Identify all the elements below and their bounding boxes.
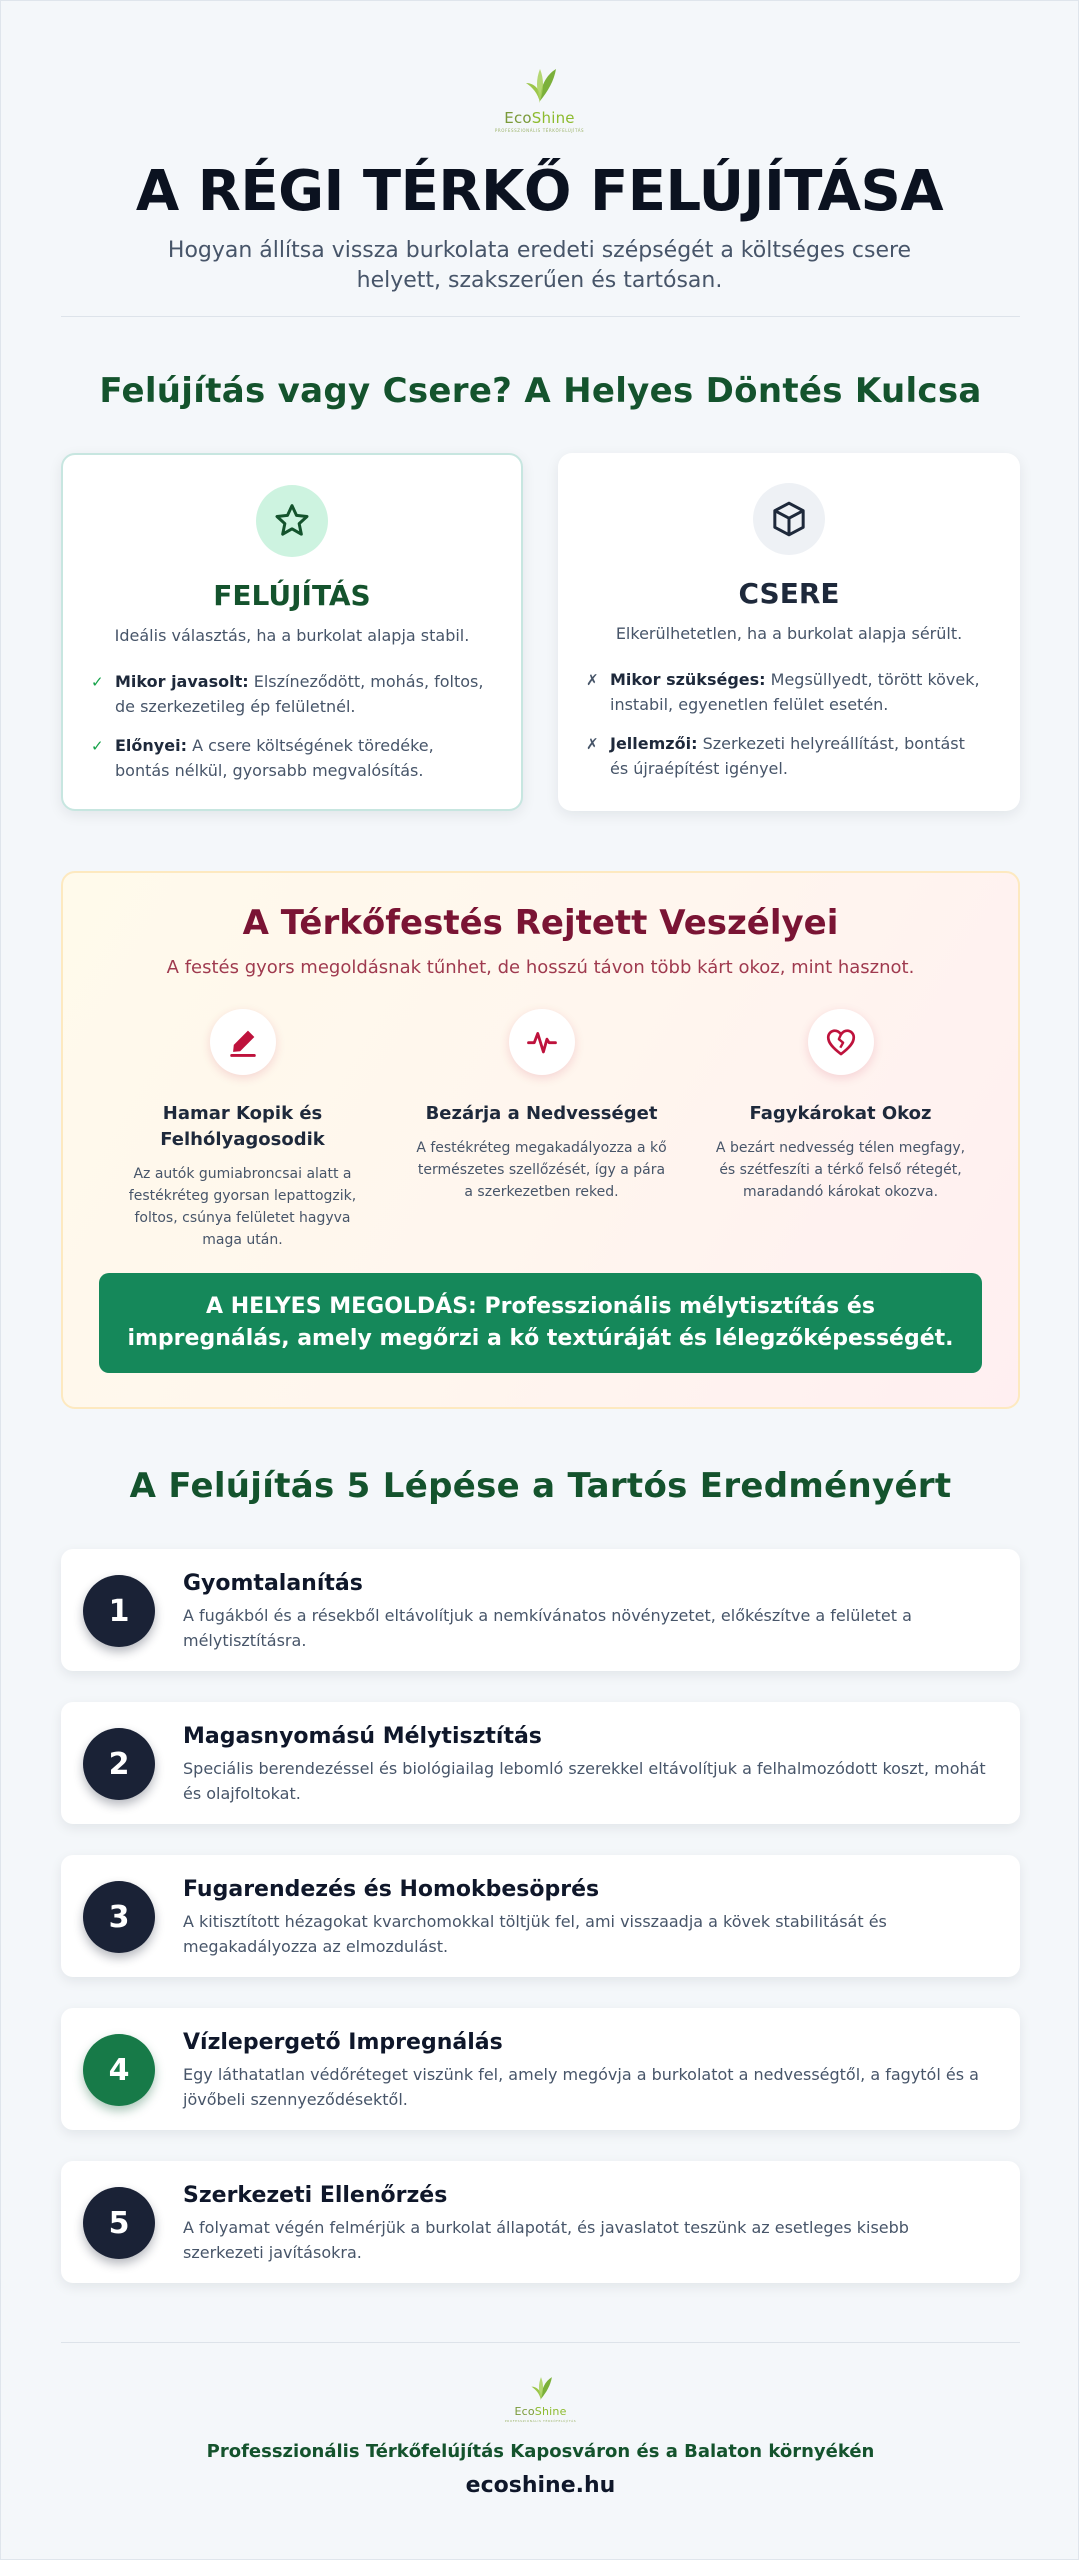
danger-item-title: Fagykárokat Okoz bbox=[749, 1103, 932, 1124]
page-subtitle: Hogyan állítsa vissza burkolata eredeti szépségét a költséges csere helyett, szakszerűen és tartósan. bbox=[167, 238, 912, 293]
step-title: Fugarendezés és Homokbesöprés bbox=[183, 1877, 600, 1902]
danger-subtitle: A festés gyors megoldásnak tűnhet, de hosszú távon több kárt okoz, mint hasznot. bbox=[166, 957, 915, 978]
replacement-icon-badge bbox=[753, 483, 825, 555]
danger-item bbox=[392, 1009, 691, 1251]
cross-icon: ✗ bbox=[586, 735, 599, 753]
danger-item-title: Bezárja a Nedvességet bbox=[425, 1103, 658, 1124]
cross-icon: ✗ bbox=[586, 671, 599, 689]
danger-title: A Térkőfestés Rejtett Veszélyei bbox=[242, 903, 839, 943]
broken-heart-icon bbox=[824, 1025, 858, 1059]
danger-item-text: A festékréteg megakadályozza a kő természetes szellőzését, így a pára a szerkezetben reked. bbox=[416, 1140, 667, 1200]
danger-item-title: Hamar Kopik és Felhólyagosodik bbox=[160, 1103, 325, 1150]
footer-tagline: Professzionális Térkőfelújítás Kaposváron és a Balaton környékén bbox=[206, 2441, 875, 2462]
replacement-title: CSERE bbox=[738, 577, 840, 610]
replacement-list bbox=[586, 667, 984, 781]
step-number: 4 bbox=[83, 2034, 155, 2106]
star-icon bbox=[272, 501, 312, 541]
danger-item bbox=[691, 1009, 990, 1251]
pulse-icon bbox=[525, 1025, 559, 1059]
painting-danger-section bbox=[61, 871, 1020, 1409]
page-title: A RÉGI TÉRKŐ FELÚJÍTÁSA bbox=[135, 159, 944, 224]
step-title: Szerkezeti Ellenőrzés bbox=[183, 2183, 448, 2208]
list-item: ✗ Mikor szükséges: Megsüllyedt, törött kövek, instabil, egyenetlen felület esetén. bbox=[586, 670, 980, 714]
danger-icon-badge bbox=[808, 1009, 874, 1075]
leaf-logo-icon bbox=[526, 2373, 556, 2403]
step-title: Gyomtalanítás bbox=[183, 1571, 363, 1596]
brand-tagline: PROFESSZIONÁLIS TÉRKŐFELÚJÍTÁS bbox=[504, 2419, 577, 2423]
list-item: ✓ Előnyei: A csere költségének töredéke, bontás nélkül, gyorsabb megvalósítás. bbox=[91, 736, 434, 780]
renovation-card bbox=[61, 453, 523, 811]
danger-item-text: A bezárt nedvesség télen megfagy, és szétfeszíti a térkő felső rétegét, maradandó károkat okozva. bbox=[715, 1140, 966, 1200]
check-icon: ✓ bbox=[91, 673, 104, 691]
step-card bbox=[61, 1702, 1020, 1824]
step-card bbox=[61, 1549, 1020, 1671]
list-item: ✓ Mikor javasolt: Elszíneződött, mohás, foltos, de szerkezetileg ép felületnél. bbox=[91, 672, 484, 716]
footer-logo bbox=[1, 2373, 1079, 2423]
divider bbox=[61, 2342, 1020, 2343]
step-text: A folyamat végén felmérjük a burkolat állapotát, és javaslatot teszünk az esetleges kisebb szerkezeti javításokra. bbox=[183, 2218, 909, 2262]
solution-banner: A HELYES MEGOLDÁS: Professzionális mélytisztítás és impregnálás, amely megőrzi a kő textúráját és lélegzőképességét. bbox=[99, 1273, 982, 1373]
step-number: 3 bbox=[83, 1881, 155, 1953]
step-card bbox=[61, 2008, 1020, 2130]
brand-name: EcoShine bbox=[514, 2405, 567, 2418]
renovation-desc: Ideális választás, ha a burkolat alapja stabil. bbox=[114, 626, 470, 645]
step-title: Vízlepergető Impregnálás bbox=[183, 2030, 503, 2055]
step-title: Magasnyomású Mélytisztítás bbox=[183, 1724, 542, 1749]
step-number: 2 bbox=[83, 1728, 155, 1800]
step-card bbox=[61, 1855, 1020, 1977]
danger-item-text: Az autók gumiabroncsai alatt a festékréteg gyorsan lepattogzik, foltos, csúnya felületet hagyva maga után. bbox=[128, 1166, 357, 1248]
replacement-card bbox=[558, 453, 1020, 811]
list-item: ✗ Jellemzői: Szerkezeti helyreállítást, bontást és újraépítést igényel. bbox=[586, 734, 965, 778]
divider bbox=[61, 316, 1020, 317]
renovation-icon-badge bbox=[256, 485, 328, 557]
danger-item bbox=[93, 1009, 392, 1251]
step-number: 1 bbox=[83, 1575, 155, 1647]
danger-icon-badge bbox=[210, 1009, 276, 1075]
step-text: A kitisztított hézagokat kvarchomokkal töltjük fel, ami visszaadja a kövek stabilitását és megakadályozza az elmozdulást. bbox=[183, 1912, 887, 1956]
check-icon: ✓ bbox=[91, 737, 104, 755]
brand-name: EcoShine bbox=[504, 109, 575, 127]
step-number: 5 bbox=[83, 2187, 155, 2259]
brand-logo bbox=[1, 63, 1078, 133]
decision-section-title: Felújítás vagy Csere? A Helyes Döntés Kulcsa bbox=[99, 371, 982, 411]
step-text: A fugákból és a résekből eltávolítjuk a nemkívánatos növényzetet, előkészítve a felületet a mélytisztításra. bbox=[183, 1606, 912, 1650]
replacement-desc: Elkerülhetetlen, ha a burkolat alapja sérült. bbox=[615, 624, 963, 643]
pen-icon bbox=[226, 1025, 260, 1059]
step-card bbox=[61, 2161, 1020, 2283]
steps-section-title: A Felújítás 5 Lépése a Tartós Eredményért bbox=[129, 1466, 952, 1506]
brand-tagline: PROFESSZIONÁLIS TÉRKŐFELÚJÍTÁS bbox=[494, 128, 585, 133]
step-text: Speciális berendezéssel és biológiailag lebomló szerekkel eltávolítjuk a felhalmozódott koszt, mohát és olajfoltokat. bbox=[183, 1759, 986, 1803]
danger-icon-badge bbox=[509, 1009, 575, 1075]
website-link[interactable]: ecoshine.hu bbox=[465, 2473, 616, 2498]
cube-icon bbox=[769, 499, 809, 539]
renovation-title: FELÚJÍTÁS bbox=[213, 579, 371, 612]
renovation-list bbox=[91, 669, 485, 783]
leaf-logo-icon bbox=[518, 63, 562, 107]
step-text: Egy láthatatlan védőréteget viszünk fel, amely megóvja a burkolatot a nedvességtől, a fagytól és a jövőbeli szennyeződésektől. bbox=[183, 2065, 979, 2109]
